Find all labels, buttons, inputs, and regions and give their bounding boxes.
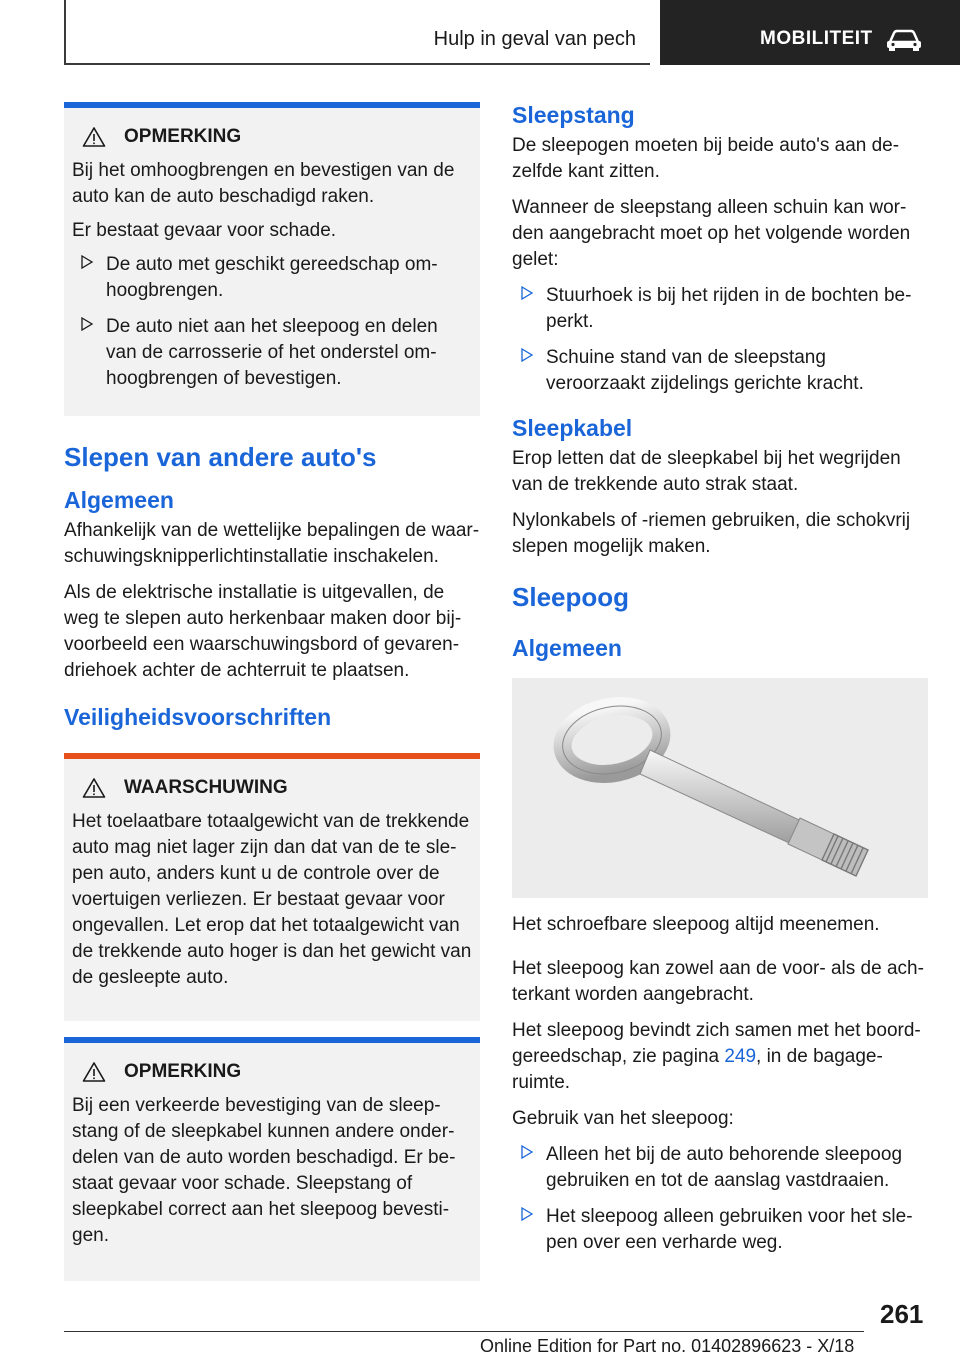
left-column xyxy=(64,102,480,1297)
note-box xyxy=(64,1037,480,1281)
body-text: Gebruik van het sleepoog: xyxy=(512,1108,734,1129)
note-box xyxy=(64,102,480,416)
warning-box xyxy=(64,753,480,1021)
figure-caption: Het schroefbare sleepoog altijd meenemen. xyxy=(512,914,880,935)
edition-text: Online Edition for Part no. 01402896623 - X/18 xyxy=(480,1336,855,1356)
note-list xyxy=(72,252,472,392)
triangle-bullet-icon xyxy=(520,286,534,300)
warning-triangle-icon xyxy=(82,777,106,799)
list-item: De auto met geschikt gereedschap omhoogbrengen. xyxy=(72,252,472,304)
warning-triangle-icon xyxy=(82,1061,106,1083)
list-item: Stuurhoek is bij het rijden in de bochten beperkt. xyxy=(512,283,928,335)
car-icon xyxy=(884,28,924,52)
list-item: Alleen het bij de auto behorende sleepoog gebruiken en tot de aanslag vastdraaien. xyxy=(512,1142,928,1194)
triangle-bullet-icon xyxy=(520,348,534,362)
body-text: Het sleepoog kan zowel aan de voor- als de achterkant worden aangebracht. xyxy=(512,958,924,1005)
eye-list xyxy=(512,1142,928,1256)
list-item: Schuine stand van de sleepstang veroorzaakt zijdelings gerichte kracht. xyxy=(512,345,928,397)
note-title: OPMERKING xyxy=(124,126,242,147)
triangle-bullet-icon xyxy=(80,255,94,269)
note-text: Bij het omhoogbrengen en bevestigen van de auto kan de auto beschadigd raken. xyxy=(72,160,455,207)
note-text: Bij een verkeerde bevestiging van de sleepstang of de sleepkabel kunnen andere onderdelen van de auto worden beschadigd. Er bestaat gevaar voor schade. Sleepstang of sleepkabel correct aan het sleepoog bevestigen. xyxy=(72,1095,456,1246)
right-column xyxy=(512,102,928,1266)
tow-eye-illustration xyxy=(512,678,928,898)
subsection-heading: Veiligheidsvoorschriften xyxy=(64,704,332,730)
triangle-bullet-icon xyxy=(80,317,94,331)
body-text: De sleepogen moeten bij beide auto's aan dezelfde kant zitten. xyxy=(512,135,900,182)
section-title: Hulp in geval van pech xyxy=(433,28,636,50)
body-text: Het sleepoog bevindt zich samen met het boordgereedschap, zie pagina 249, in de bagageruimte. xyxy=(512,1020,921,1093)
triangle-bullet-icon xyxy=(520,1207,534,1221)
body-text: Als de elektrische installatie is uitgevallen, de weg te slepen auto herkenbaar maken door bijvoorbeeld een waarschuwingsbord of gevarendriehoek achter de achterruit te plaatsen. xyxy=(64,582,462,681)
list-item: Het sleepoog alleen gebruiken voor het slepen over een verharde weg. xyxy=(512,1204,928,1256)
note-title: OPMERKING xyxy=(124,1061,242,1082)
warning-title: WAARSCHUWING xyxy=(124,777,288,798)
chapter-tab-label: MOBILITEIT xyxy=(760,28,873,49)
subsection-heading: Algemeen xyxy=(512,635,622,661)
header-rule-vertical xyxy=(64,0,66,64)
page-link[interactable]: 249 xyxy=(724,1046,757,1067)
page-number: 261 xyxy=(880,1299,924,1329)
body-text: Afhankelijk van de wettelijke bepalingen de waarschuwingsknipperlichtinstallatie inschakelen. xyxy=(64,520,480,567)
warning-triangle-icon xyxy=(82,126,106,148)
footer-rule xyxy=(64,1331,864,1332)
list-item: De auto niet aan het sleepoog en delen van de carrosserie of het onderstel omhoogbrengen of bevestigen. xyxy=(72,314,472,392)
subsection-heading: Sleepstang xyxy=(512,102,635,128)
chapter-tab[interactable] xyxy=(660,0,960,65)
bar-list xyxy=(512,283,928,397)
header-rule-horizontal xyxy=(64,63,650,65)
warning-text: Het toelaatbare totaalgewicht van de trekkende auto mag niet lager zijn dan dat van de te slepen auto, anders kunt u de controle over de voertuigen verliezen. Er bestaat gevaar voor ongevallen. Let erop dat het totaalgewicht van de trekkende auto hoger is dan het gewicht van de gesleepte auto. xyxy=(72,811,472,988)
note-text: Er bestaat gevaar voor schade. xyxy=(72,220,337,241)
triangle-bullet-icon xyxy=(520,1145,534,1159)
body-text: Wanneer de sleepstang alleen schuin kan worden aangebracht moet op het volgende worden gelet: xyxy=(512,197,911,270)
section-heading: Sleepoog xyxy=(512,582,630,612)
body-text: Nylonkabels of -riemen gebruiken, die schokvrij slepen mogelijk maken. xyxy=(512,510,911,557)
tow-eye-icon xyxy=(512,678,928,898)
section-heading: Slepen van andere auto's xyxy=(64,442,377,472)
subsection-heading: Algemeen xyxy=(64,487,174,513)
body-text: Erop letten dat de sleepkabel bij het wegrijden van de trekkende auto strak staat. xyxy=(512,448,901,495)
subsection-heading: Sleepkabel xyxy=(512,415,633,441)
